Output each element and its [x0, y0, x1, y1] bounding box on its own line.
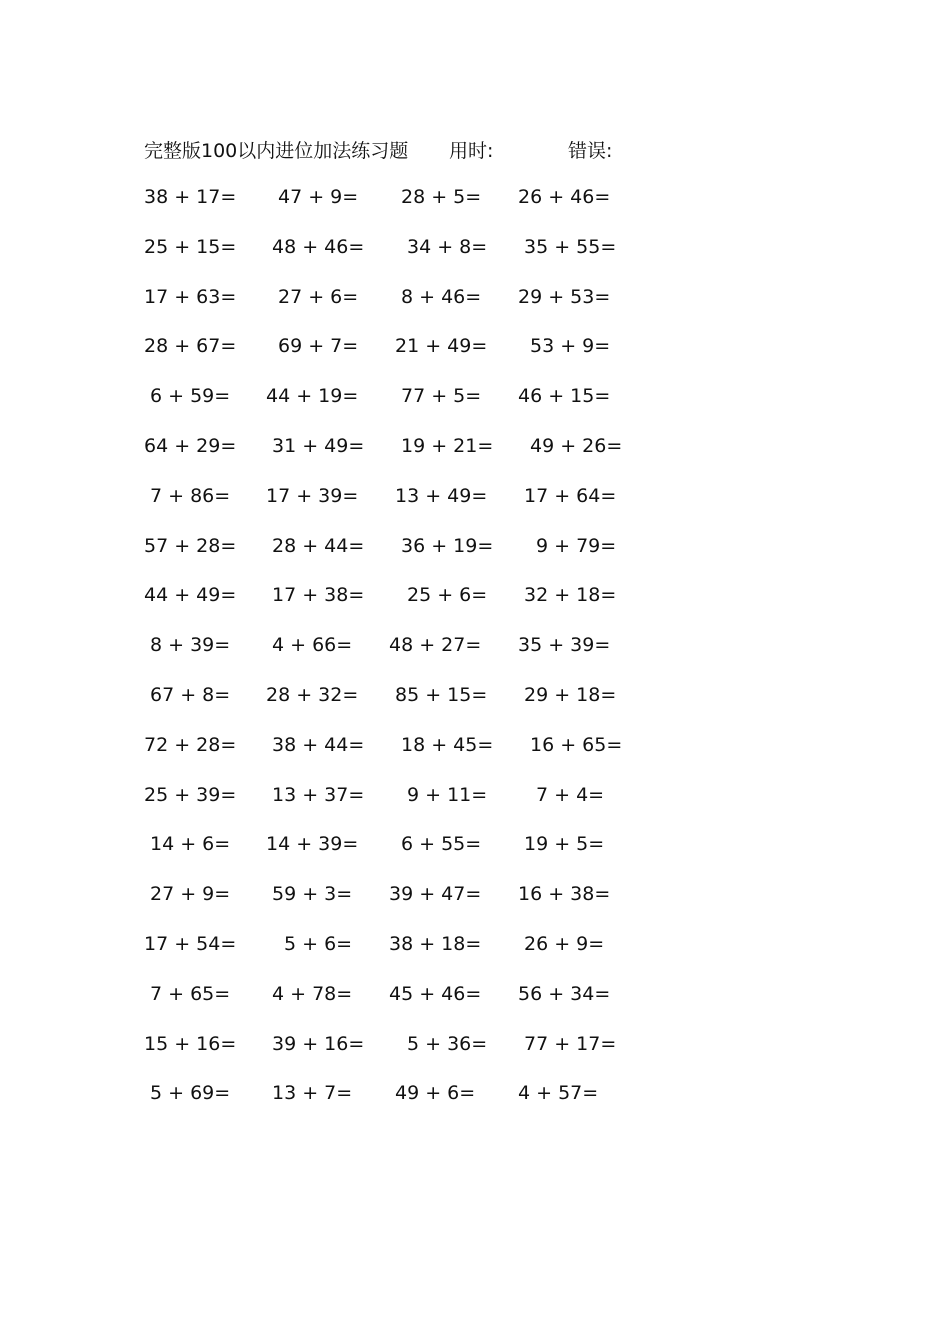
problem-cell: 53 + 9=	[530, 335, 611, 358]
problem-cell: 17 + 63=	[144, 285, 237, 308]
problem-cell: 35 + 39=	[518, 634, 611, 657]
problem-cell: 31 + 49=	[272, 434, 365, 457]
problem-cell: 13 + 49=	[395, 484, 488, 507]
problem-cell: 25 + 39=	[144, 783, 237, 806]
problem-cell: 14 + 39=	[266, 833, 359, 856]
problem-cell: 36 + 19=	[401, 534, 494, 557]
problem-cell: 19 + 5=	[524, 833, 605, 856]
problem-cell: 16 + 65=	[530, 733, 623, 756]
problem-cell: 72 + 28=	[144, 733, 237, 756]
problem-cell: 47 + 9=	[278, 186, 359, 208]
problem-cell: 9 + 79=	[536, 534, 617, 557]
problem-cell: 28 + 5=	[401, 186, 482, 208]
errors-label: 错误:	[568, 140, 613, 162]
problem-cell: 49 + 6=	[395, 1082, 476, 1105]
problem-cell: 29 + 53=	[518, 285, 611, 308]
problem-cell: 44 + 19=	[266, 385, 359, 408]
problem-cell: 8 + 39=	[150, 634, 231, 657]
problem-cell: 69 + 7=	[278, 335, 359, 358]
problem-cell: 26 + 46=	[518, 186, 611, 208]
problem-cell: 4 + 78=	[272, 982, 353, 1005]
problem-cell: 38 + 17=	[144, 186, 237, 208]
problem-cell: 4 + 57=	[518, 1082, 599, 1105]
problem-cell: 46 + 15=	[518, 385, 611, 408]
problem-cell: 7 + 86=	[150, 484, 231, 507]
problem-cell: 64 + 29=	[144, 434, 237, 457]
problem-cell: 27 + 6=	[278, 285, 359, 308]
problem-cell: 16 + 38=	[518, 883, 611, 906]
problem-cell: 38 + 18=	[389, 932, 482, 955]
problem-cell: 17 + 39=	[266, 484, 359, 507]
problem-cell: 39 + 47=	[389, 883, 482, 906]
problem-cell: 56 + 34=	[518, 982, 611, 1005]
problem-cell: 5 + 69=	[150, 1082, 231, 1105]
problem-cell: 49 + 26=	[530, 434, 623, 457]
problem-cell: 7 + 4=	[536, 783, 605, 806]
problem-cell: 14 + 6=	[150, 833, 231, 856]
problem-cell: 5 + 36=	[407, 1032, 488, 1055]
problem-cell: 67 + 8=	[150, 683, 231, 706]
problem-cell: 28 + 44=	[272, 534, 365, 557]
time-label: 用时:	[449, 140, 494, 162]
problem-cell: 5 + 6=	[284, 932, 353, 955]
problem-cell: 25 + 15=	[144, 235, 237, 258]
problem-cell: 6 + 55=	[401, 833, 482, 856]
problem-cell: 4 + 66=	[272, 634, 353, 657]
problem-cell: 28 + 32=	[266, 683, 359, 706]
problem-cell: 15 + 16=	[144, 1032, 237, 1055]
problem-cell: 77 + 5=	[401, 385, 482, 408]
problem-cell: 17 + 54=	[144, 932, 237, 955]
problem-cell: 77 + 17=	[524, 1032, 617, 1055]
problem-cell: 18 + 45=	[401, 733, 494, 756]
worksheet-title: 完整版100以内进位加法练习题	[144, 140, 409, 162]
problem-cell: 6 + 59=	[150, 385, 231, 408]
problem-cell: 27 + 9=	[150, 883, 231, 906]
problem-cell: 8 + 46=	[401, 285, 482, 308]
problem-cell: 57 + 28=	[144, 534, 237, 557]
problem-cell: 45 + 46=	[389, 982, 482, 1005]
problem-cell: 34 + 8=	[407, 235, 488, 258]
problem-cell: 39 + 16=	[272, 1032, 365, 1055]
problem-cell: 13 + 37=	[272, 783, 365, 806]
problem-cell: 19 + 21=	[401, 434, 494, 457]
problem-cell: 17 + 64=	[524, 484, 617, 507]
problem-cell: 21 + 49=	[395, 335, 488, 358]
problem-cell: 44 + 49=	[144, 584, 237, 607]
problem-cell: 85 + 15=	[395, 683, 488, 706]
problem-cell: 26 + 9=	[524, 932, 605, 955]
problem-cell: 48 + 27=	[389, 634, 482, 657]
problem-cell: 13 + 7=	[272, 1082, 353, 1105]
problem-cell: 59 + 3=	[272, 883, 353, 906]
problem-cell: 48 + 46=	[272, 235, 365, 258]
problem-cell: 38 + 44=	[272, 733, 365, 756]
problem-cell: 9 + 11=	[407, 783, 488, 806]
problem-cell: 35 + 55=	[524, 235, 617, 258]
problem-cell: 17 + 38=	[272, 584, 365, 607]
problem-cell: 29 + 18=	[524, 683, 617, 706]
problem-cell: 25 + 6=	[407, 584, 488, 607]
problem-cell: 28 + 67=	[144, 335, 237, 358]
problem-cell: 7 + 65=	[150, 982, 231, 1005]
problem-cell: 32 + 18=	[524, 584, 617, 607]
